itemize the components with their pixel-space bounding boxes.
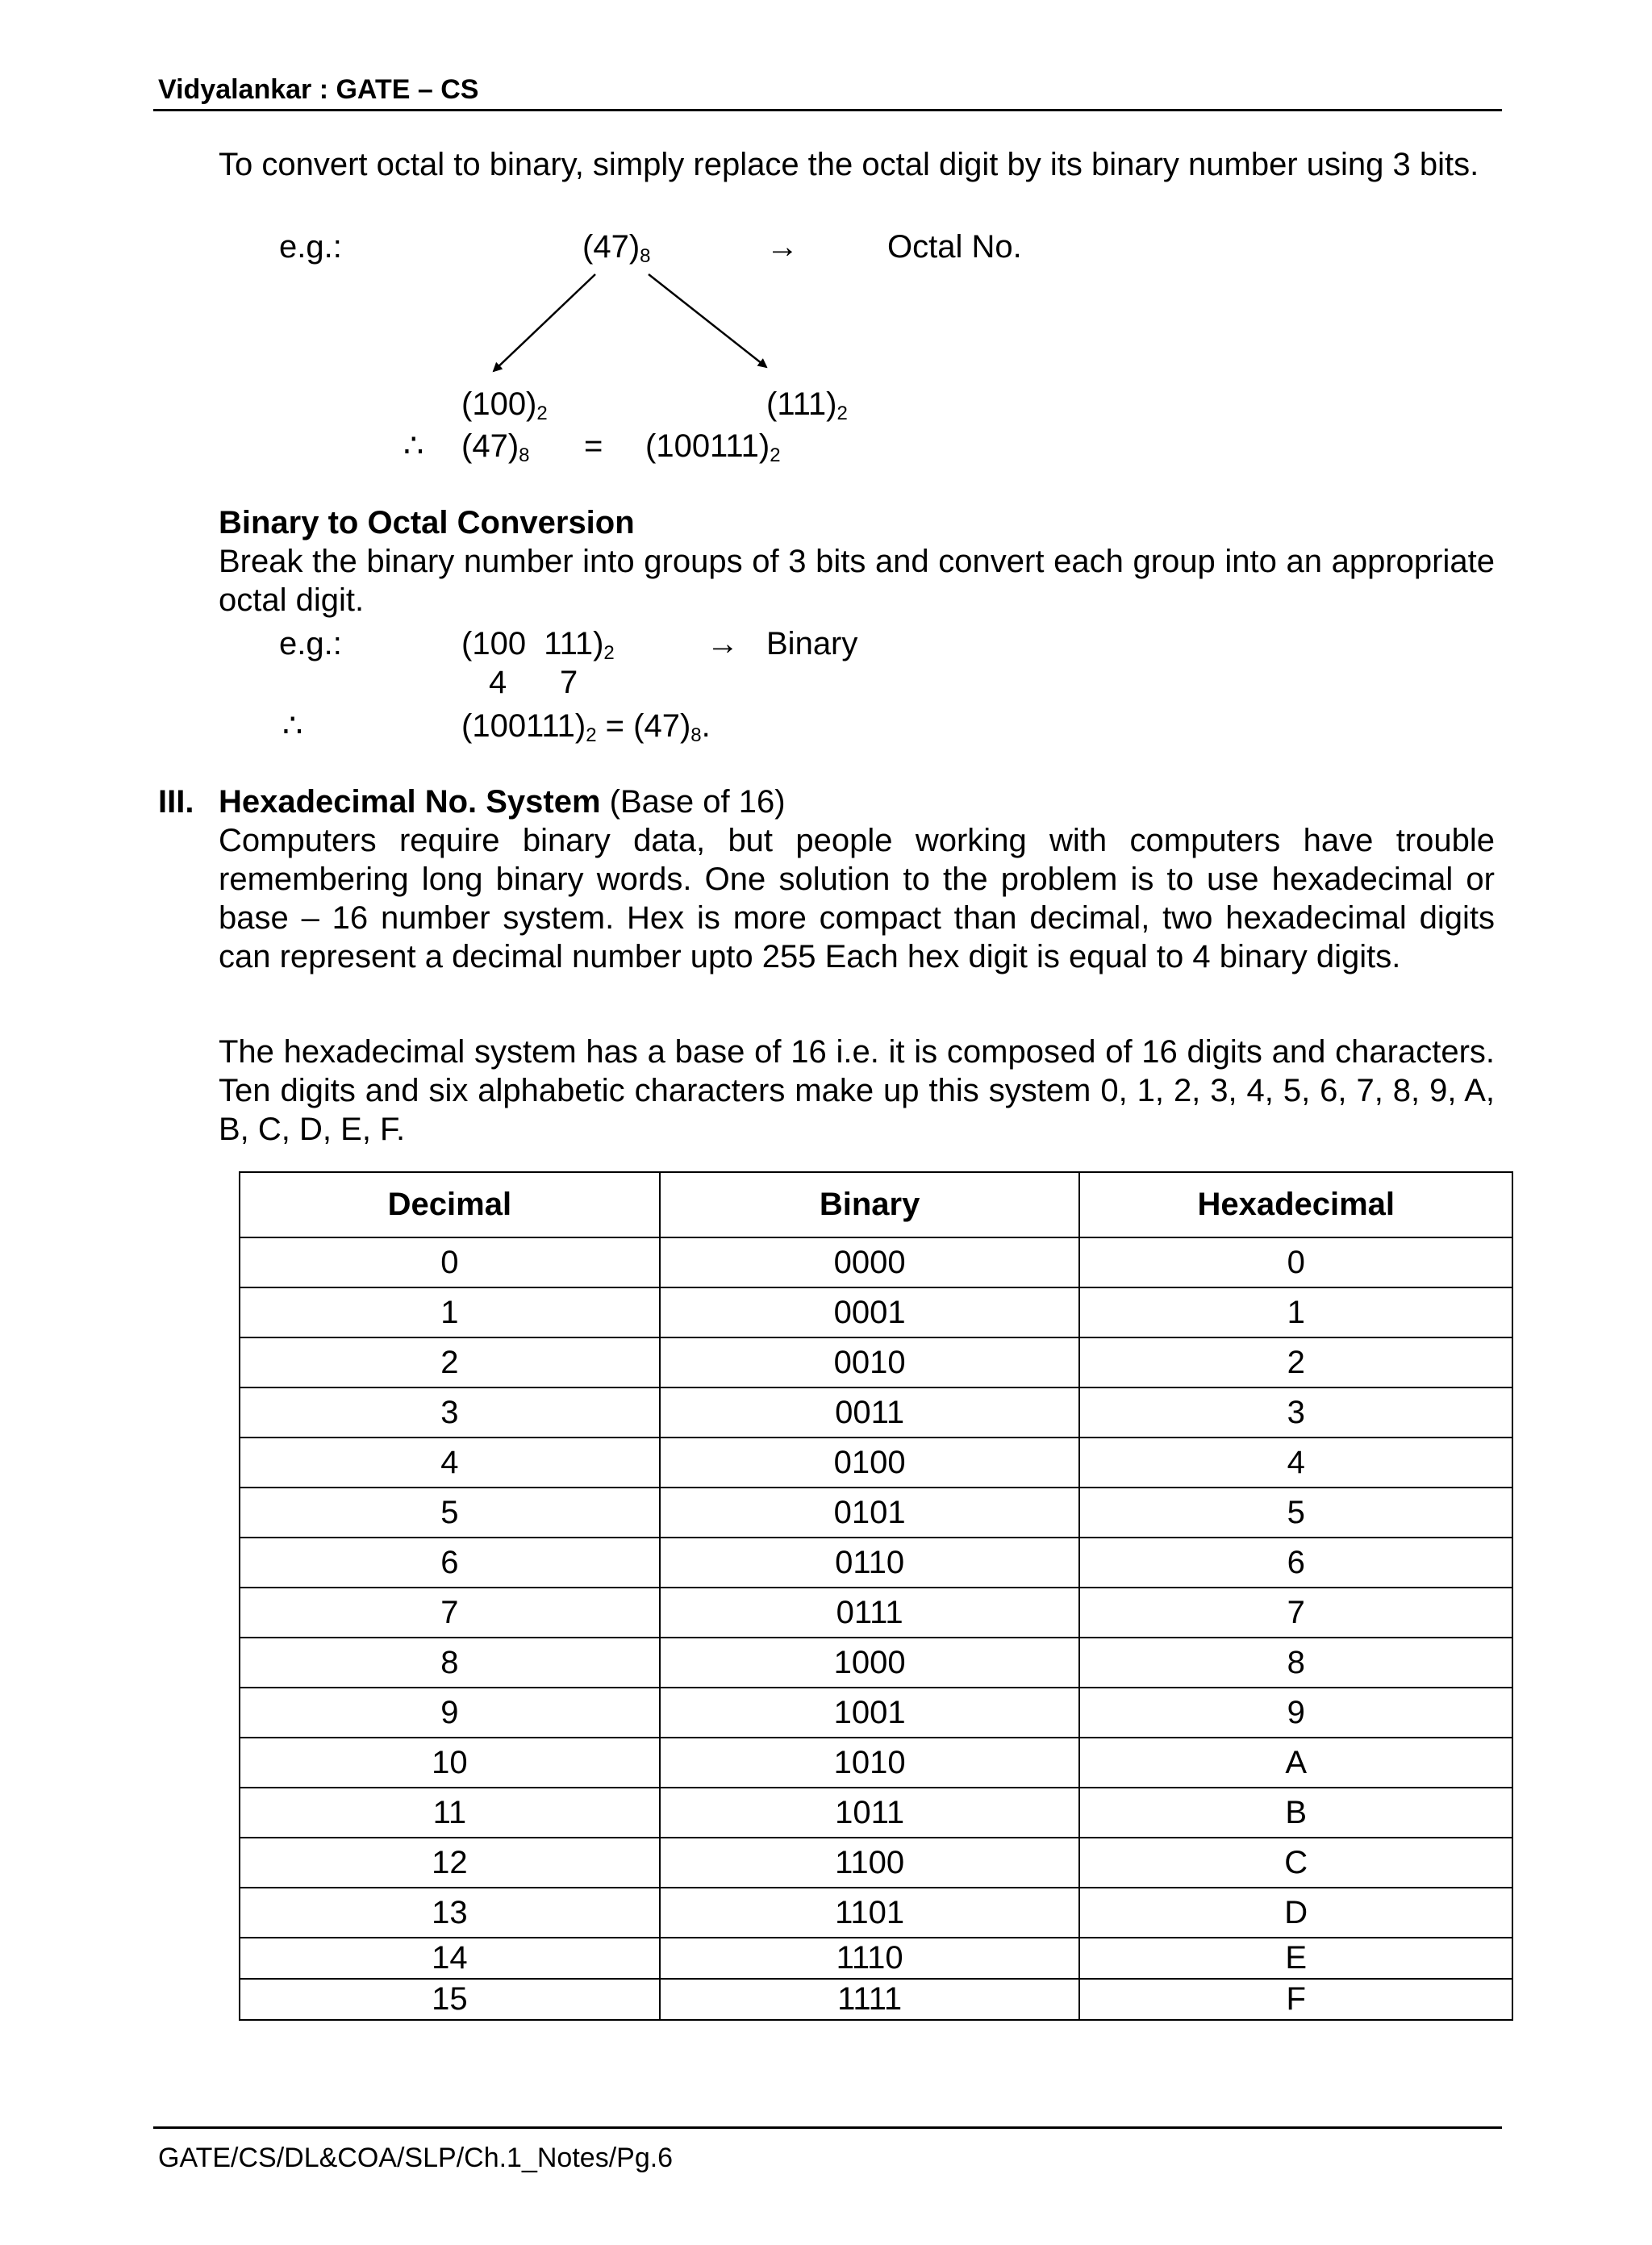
decimal-cell: 1 [240, 1287, 660, 1337]
decimal-cell: 10 [240, 1738, 660, 1788]
header-decimal: Decimal [240, 1172, 660, 1237]
page-footer: GATE/CS/DL&COA/SLP/Ch.1_Notes/Pg.6 [158, 2143, 674, 2173]
table-row [240, 1688, 1512, 1738]
table-row [240, 1938, 1512, 1979]
decimal-cell: 6 [240, 1538, 660, 1588]
eg-label: e.g.: [279, 229, 342, 265]
page-header-title: Vidyalankar : GATE – CS [158, 74, 479, 105]
binary-cell: 1101 [660, 1888, 1080, 1938]
binary-to-octal-heading: Binary to Octal Conversion [219, 505, 635, 540]
binary-cell: 1011 [660, 1788, 1080, 1838]
table-row [240, 1738, 1512, 1788]
decimal-cell: 4 [240, 1438, 660, 1488]
header-binary: Binary [660, 1172, 1080, 1237]
table-row [240, 1979, 1512, 2020]
binary-cell: 0101 [660, 1488, 1080, 1538]
binary-to-octal-text: Break the binary number into groups of 3 bits and convert each group into an appropriate octal digit. [219, 544, 1495, 618]
grouped-binary: (100 $111)_2$ [461, 626, 615, 664]
octal-caption: Octal No. [887, 229, 1022, 265]
table-row [240, 1387, 1512, 1438]
footer-rule [153, 2126, 1502, 2129]
decimal-cell: 7 [240, 1588, 660, 1638]
conversion-table [239, 1171, 1513, 2021]
hex-cell: 5 [1079, 1488, 1512, 1538]
decimal-cell: 8 [240, 1638, 660, 1688]
hex-cell: 2 [1079, 1337, 1512, 1387]
binary-cell: 0000 [660, 1237, 1080, 1287]
arrow-icon: → [766, 229, 799, 265]
decimal-cell: 0 [240, 1237, 660, 1287]
right-binary-group: $(111)_2$ [766, 386, 848, 424]
result-binary: $(100111)_2$ [645, 428, 781, 466]
hex-cell: D [1079, 1888, 1512, 1938]
table-row [240, 1888, 1512, 1938]
eg-label-2: e.g.: [279, 626, 342, 661]
hex-cell: C [1079, 1838, 1512, 1888]
hex-cell: E [1079, 1938, 1512, 1979]
table-row [240, 1538, 1512, 1588]
equals-sign: = [584, 428, 603, 464]
hex-cell: B [1079, 1788, 1512, 1838]
hex-paragraph-1: Computers require binary data, but people working with computers have trouble remembering long binary words. One solution to the problem is to use hexadecimal or base – 16 number system. Hex is more compact than decimal, two hexadecimal digits can represent a decimal number upto 255 Each hex digit is equal to 4 binary digits. [219, 823, 1495, 974]
hex-cell: 9 [1079, 1688, 1512, 1738]
hex-cell: A [1079, 1738, 1512, 1788]
section-numeral: III. [158, 784, 194, 820]
binary-cell: 0111 [660, 1588, 1080, 1638]
table-row [240, 1788, 1512, 1838]
octal-digit-1: 4 [489, 665, 507, 700]
split-arrows-diagram [0, 0, 1652, 419]
octal-value: $(47)_8$ [582, 229, 651, 267]
binary-to-octal-result: $(100111)_2 = (47)_8$. [461, 708, 711, 746]
binary-cell: 1111 [660, 1979, 1080, 2020]
binary-cell: 1110 [660, 1938, 1080, 1979]
left-split-arrow [494, 274, 595, 371]
octal-to-binary-intro: To convert octal to binary, simply replace the octal digit by its binary number using 3 bits. [219, 147, 1479, 182]
table-row [240, 1588, 1512, 1638]
binary-cell: 1001 [660, 1688, 1080, 1738]
octal-digit-2: 7 [560, 665, 578, 700]
table-row [240, 1438, 1512, 1488]
table-row [240, 1237, 1512, 1287]
table-row [240, 1337, 1512, 1387]
hex-paragraph-2: The hexadecimal system has a base of 16 i.e. it is composed of 16 digits and characters. Ten digits and six alphabetic characters make up this system 0, 1, 2, 3, 4, 5, 6, 7, 8, 9, A, B, C, D, E, F. [219, 1034, 1495, 1147]
hex-cell: 3 [1079, 1387, 1512, 1438]
table-row [240, 1838, 1512, 1888]
therefore-symbol-2: ∴ [282, 708, 303, 744]
binary-caption: Binary [766, 626, 858, 661]
hex-cell: F [1079, 1979, 1512, 2020]
table-row [240, 1638, 1512, 1688]
binary-cell: 1010 [660, 1738, 1080, 1788]
hex-cell: 6 [1079, 1538, 1512, 1588]
arrow-icon-2: → [707, 626, 739, 661]
decimal-cell: 15 [240, 1979, 660, 2020]
decimal-cell: 2 [240, 1337, 660, 1387]
hex-section-heading: Hexadecimal No. System (Base of 16) [219, 784, 786, 820]
binary-cell: 1100 [660, 1838, 1080, 1888]
therefore-symbol: ∴ [403, 428, 424, 464]
binary-cell: 0001 [660, 1287, 1080, 1337]
decimal-cell: 13 [240, 1888, 660, 1938]
decimal-cell: 14 [240, 1938, 660, 1979]
table-row [240, 1287, 1512, 1337]
hex-cell: 4 [1079, 1438, 1512, 1488]
binary-cell: 0110 [660, 1538, 1080, 1588]
right-split-arrow [649, 274, 766, 367]
hex-cell: 8 [1079, 1638, 1512, 1688]
header-hexadecimal: Hexadecimal [1079, 1172, 1512, 1237]
result-octal: $(47)_8$ [461, 428, 530, 466]
decimal-cell: 5 [240, 1488, 660, 1538]
hex-cell: 1 [1079, 1287, 1512, 1337]
binary-cell: 0100 [660, 1438, 1080, 1488]
binary-cell: 0010 [660, 1337, 1080, 1387]
hex-cell: 0 [1079, 1237, 1512, 1287]
decimal-cell: 11 [240, 1788, 660, 1838]
decimal-cell: 9 [240, 1688, 660, 1738]
binary-cell: 0011 [660, 1387, 1080, 1438]
left-binary-group: $(100)_2$ [461, 386, 548, 424]
hex-cell: 7 [1079, 1588, 1512, 1638]
table-row [240, 1488, 1512, 1538]
decimal-cell: 3 [240, 1387, 660, 1438]
binary-cell: 1000 [660, 1638, 1080, 1688]
decimal-cell: 12 [240, 1838, 660, 1888]
